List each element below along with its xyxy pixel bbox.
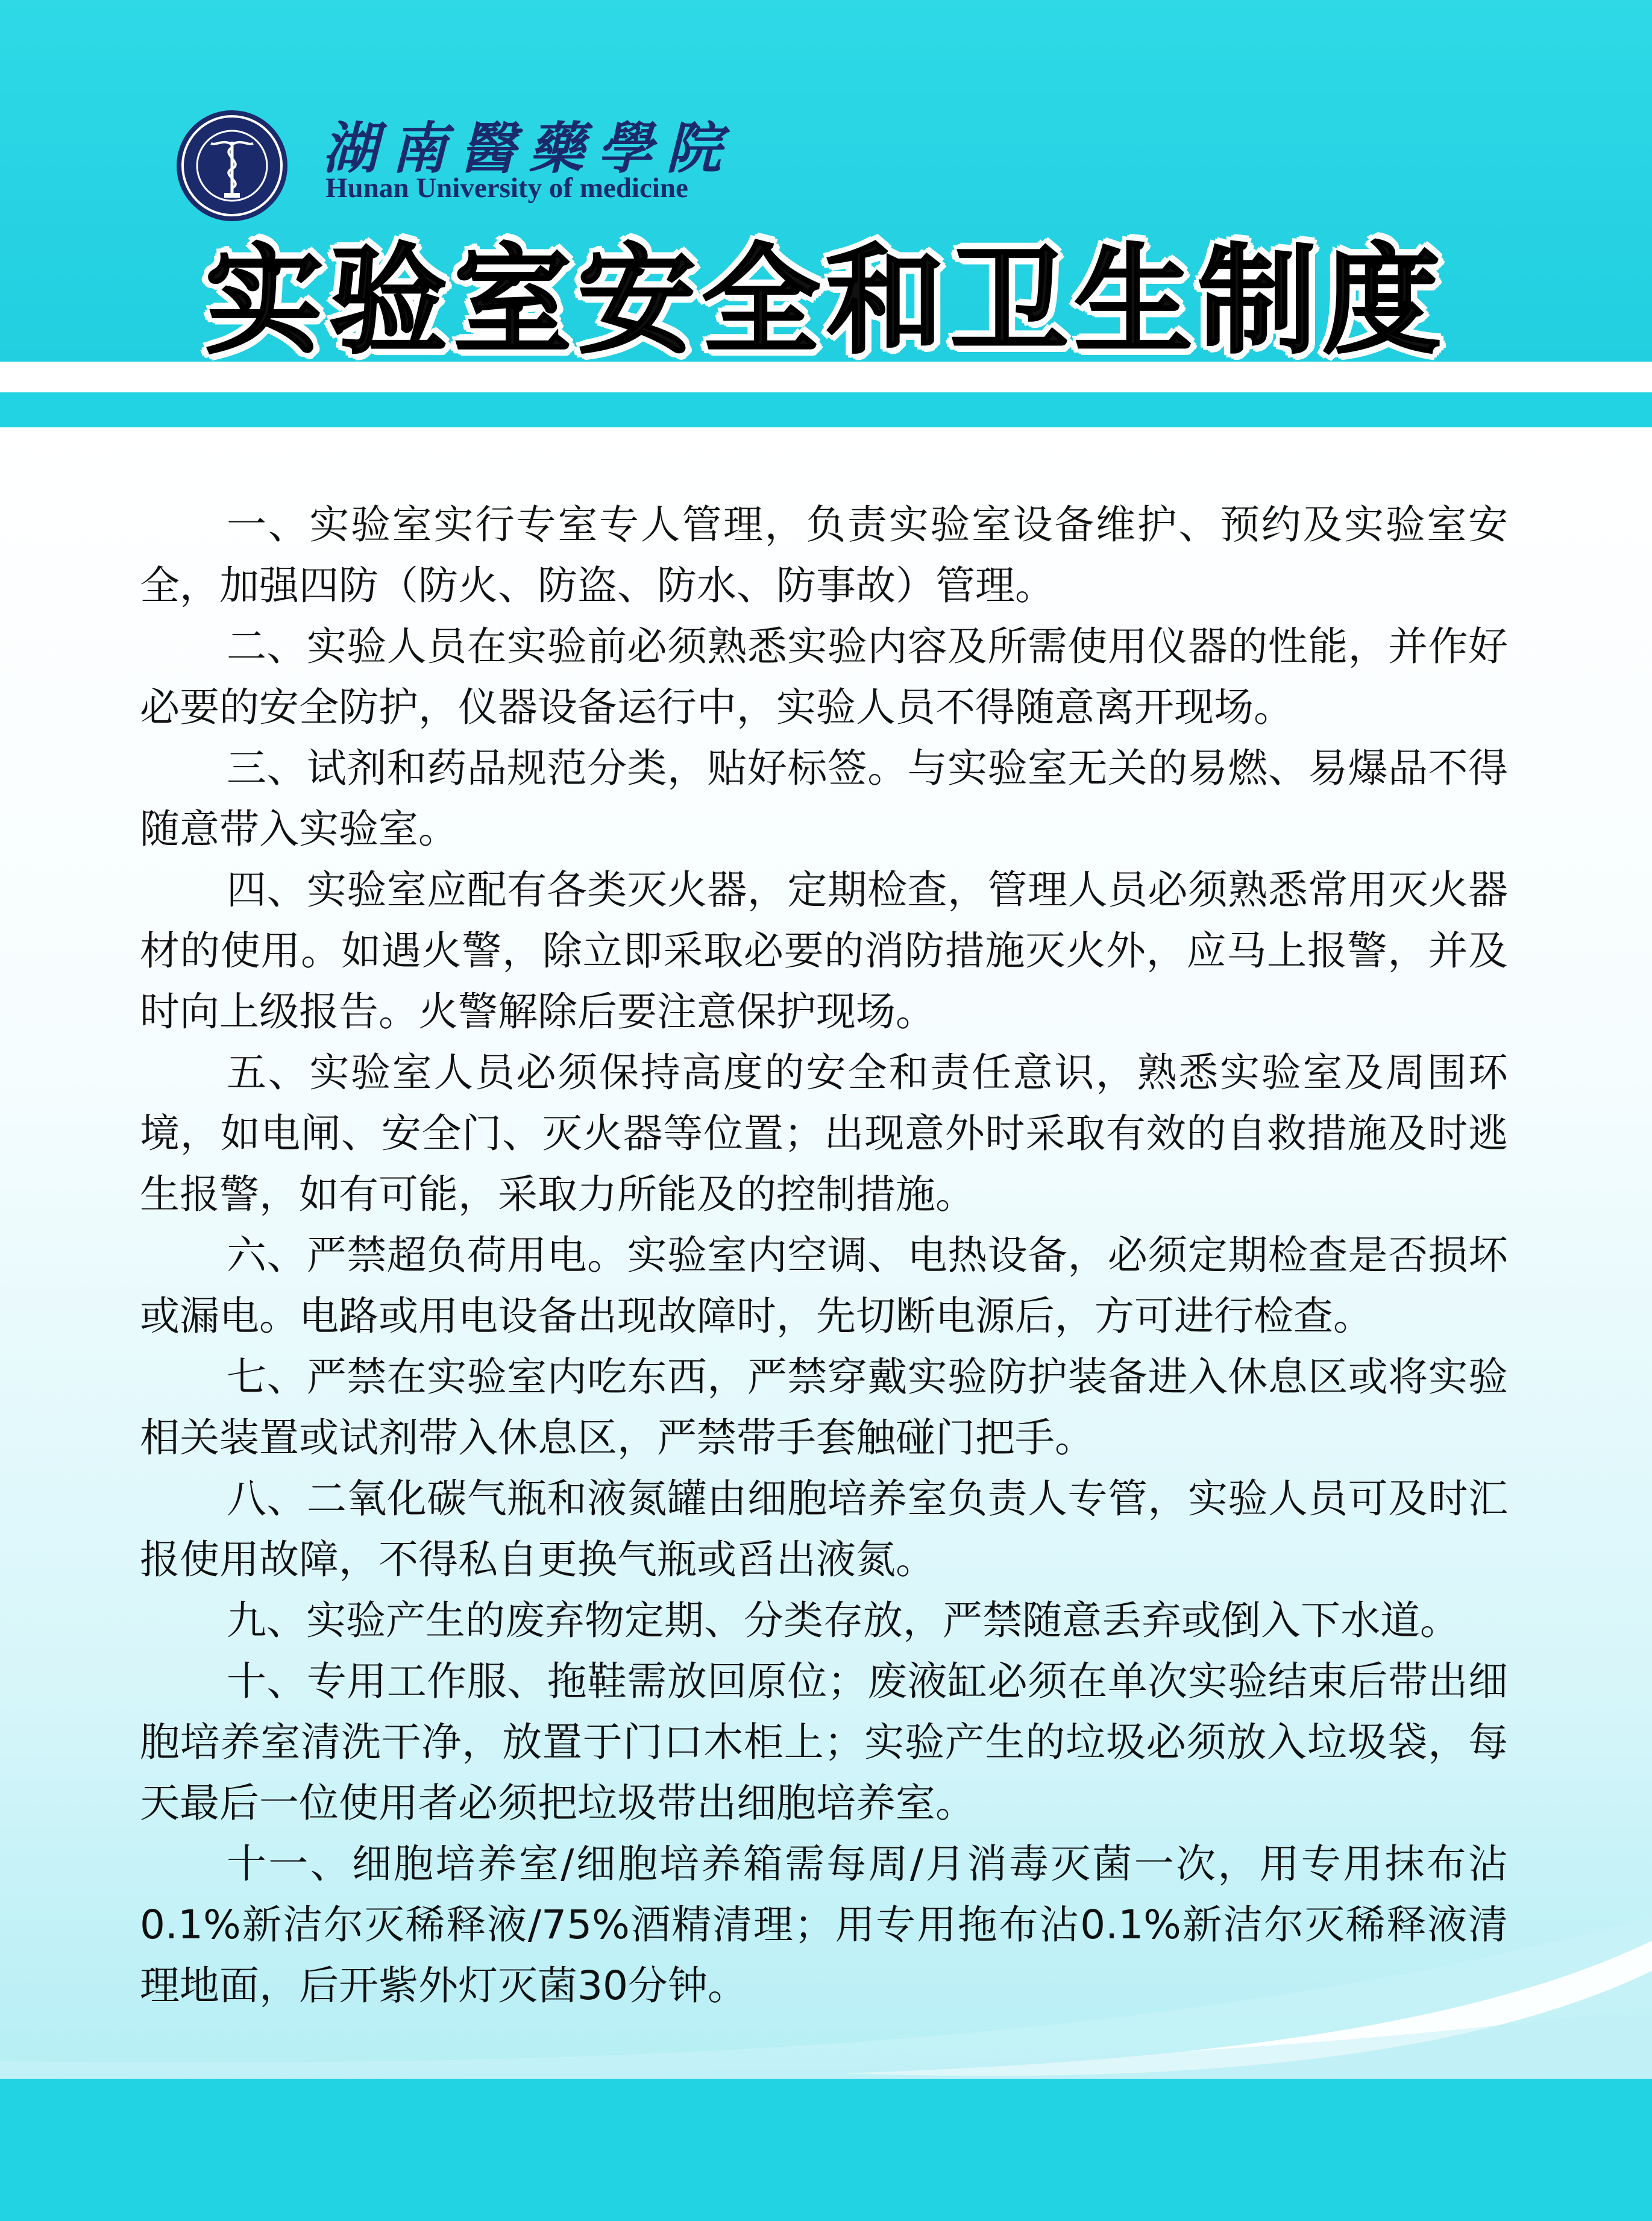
rule-item: 八、二氧化碳气瓶和液氮罐由细胞培养室负责人专管，实验人员可及时汇报使用故障，不得私自更换气瓶或舀出液氮。 bbox=[140, 1475, 1508, 1583]
rule-item: 二、实验人员在实验前必须熟悉实验内容及所需使用仪器的性能，并作好必要的安全防护，仪器设备运行中，实验人员不得随意离开现场。 bbox=[140, 623, 1508, 730]
rule-item: 四、实验室应配有各类灭火器，定期检查，管理人员必须熟悉常用灭火器材的使用。如遇火警，除立即采取必要的消防措施灭火外，应马上报警，并及时向上级报告。火警解除后要注意保护现场。 bbox=[140, 867, 1508, 1035]
rule-item: 七、严禁在实验室内吃东西，严禁穿戴实验防护装备进入休息区或将实验相关装置或试剂带入休息区，严禁带手套触碰门把手。 bbox=[140, 1354, 1508, 1461]
rule-item: 十一、细胞培养室/细胞培养箱需每周/月消毒灭菌一次，用专用抹布沾0.1%新洁尔灭稀释液/75%酒精清理；用专用拖布沾0.1%新洁尔灭稀释液清理地面，后开紫外灯灭菌30分钟。 bbox=[140, 1841, 1508, 2009]
rule-item: 十、专用工作服、拖鞋需放回原位；废液缸必须在单次实验结束后带出细胞培养室清洗干净，放置于门口木柜上；实验产生的垃圾必须放入垃圾袋，每天最后一位使用者必须把垃圾带出细胞培养室。 bbox=[140, 1658, 1508, 1826]
rule-item: 三、试剂和药品规范分类，贴好标签。与实验室无关的易燃、易爆品不得随意带入实验室。 bbox=[140, 745, 1508, 852]
rule-item: 一、实验室实行专室专人管理，负责实验室设备维护、预约及实验室安全，加强四防（防火、防盗、防水、防事故）管理。 bbox=[140, 501, 1508, 609]
rules-list bbox=[140, 494, 1508, 2016]
header-divider-cyan bbox=[0, 392, 1652, 427]
rule-item: 五、实验室人员必须保持高度的安全和责任意识，熟悉实验室及周围环境，如电闸、安全门、灭火器等位置；出现意外时采取有效的自救措施及时逃生报警，如有可能，采取力所能及的控制措施。 bbox=[140, 1049, 1508, 1217]
logo-cn-text: 湖南醫藥學院 bbox=[322, 116, 735, 181]
university-name-english: Hunan University of medicine bbox=[325, 172, 688, 204]
university-name-chinese bbox=[322, 115, 901, 181]
university-seal-icon bbox=[175, 108, 289, 223]
page-title: 实验室安全和卫生制度 bbox=[205, 233, 1447, 370]
title-banner bbox=[0, 223, 1652, 380]
rule-item: 九、实验产生的废弃物定期、分类存放，严禁随意丢弃或倒入下水道。 bbox=[227, 1597, 1460, 1644]
rule-item: 六、严禁超负荷用电。实验室内空调、电热设备，必须定期检查是否损坏或漏电。电路或用电设备出现故障时，先切断电源后，方可进行检查。 bbox=[140, 1232, 1508, 1339]
